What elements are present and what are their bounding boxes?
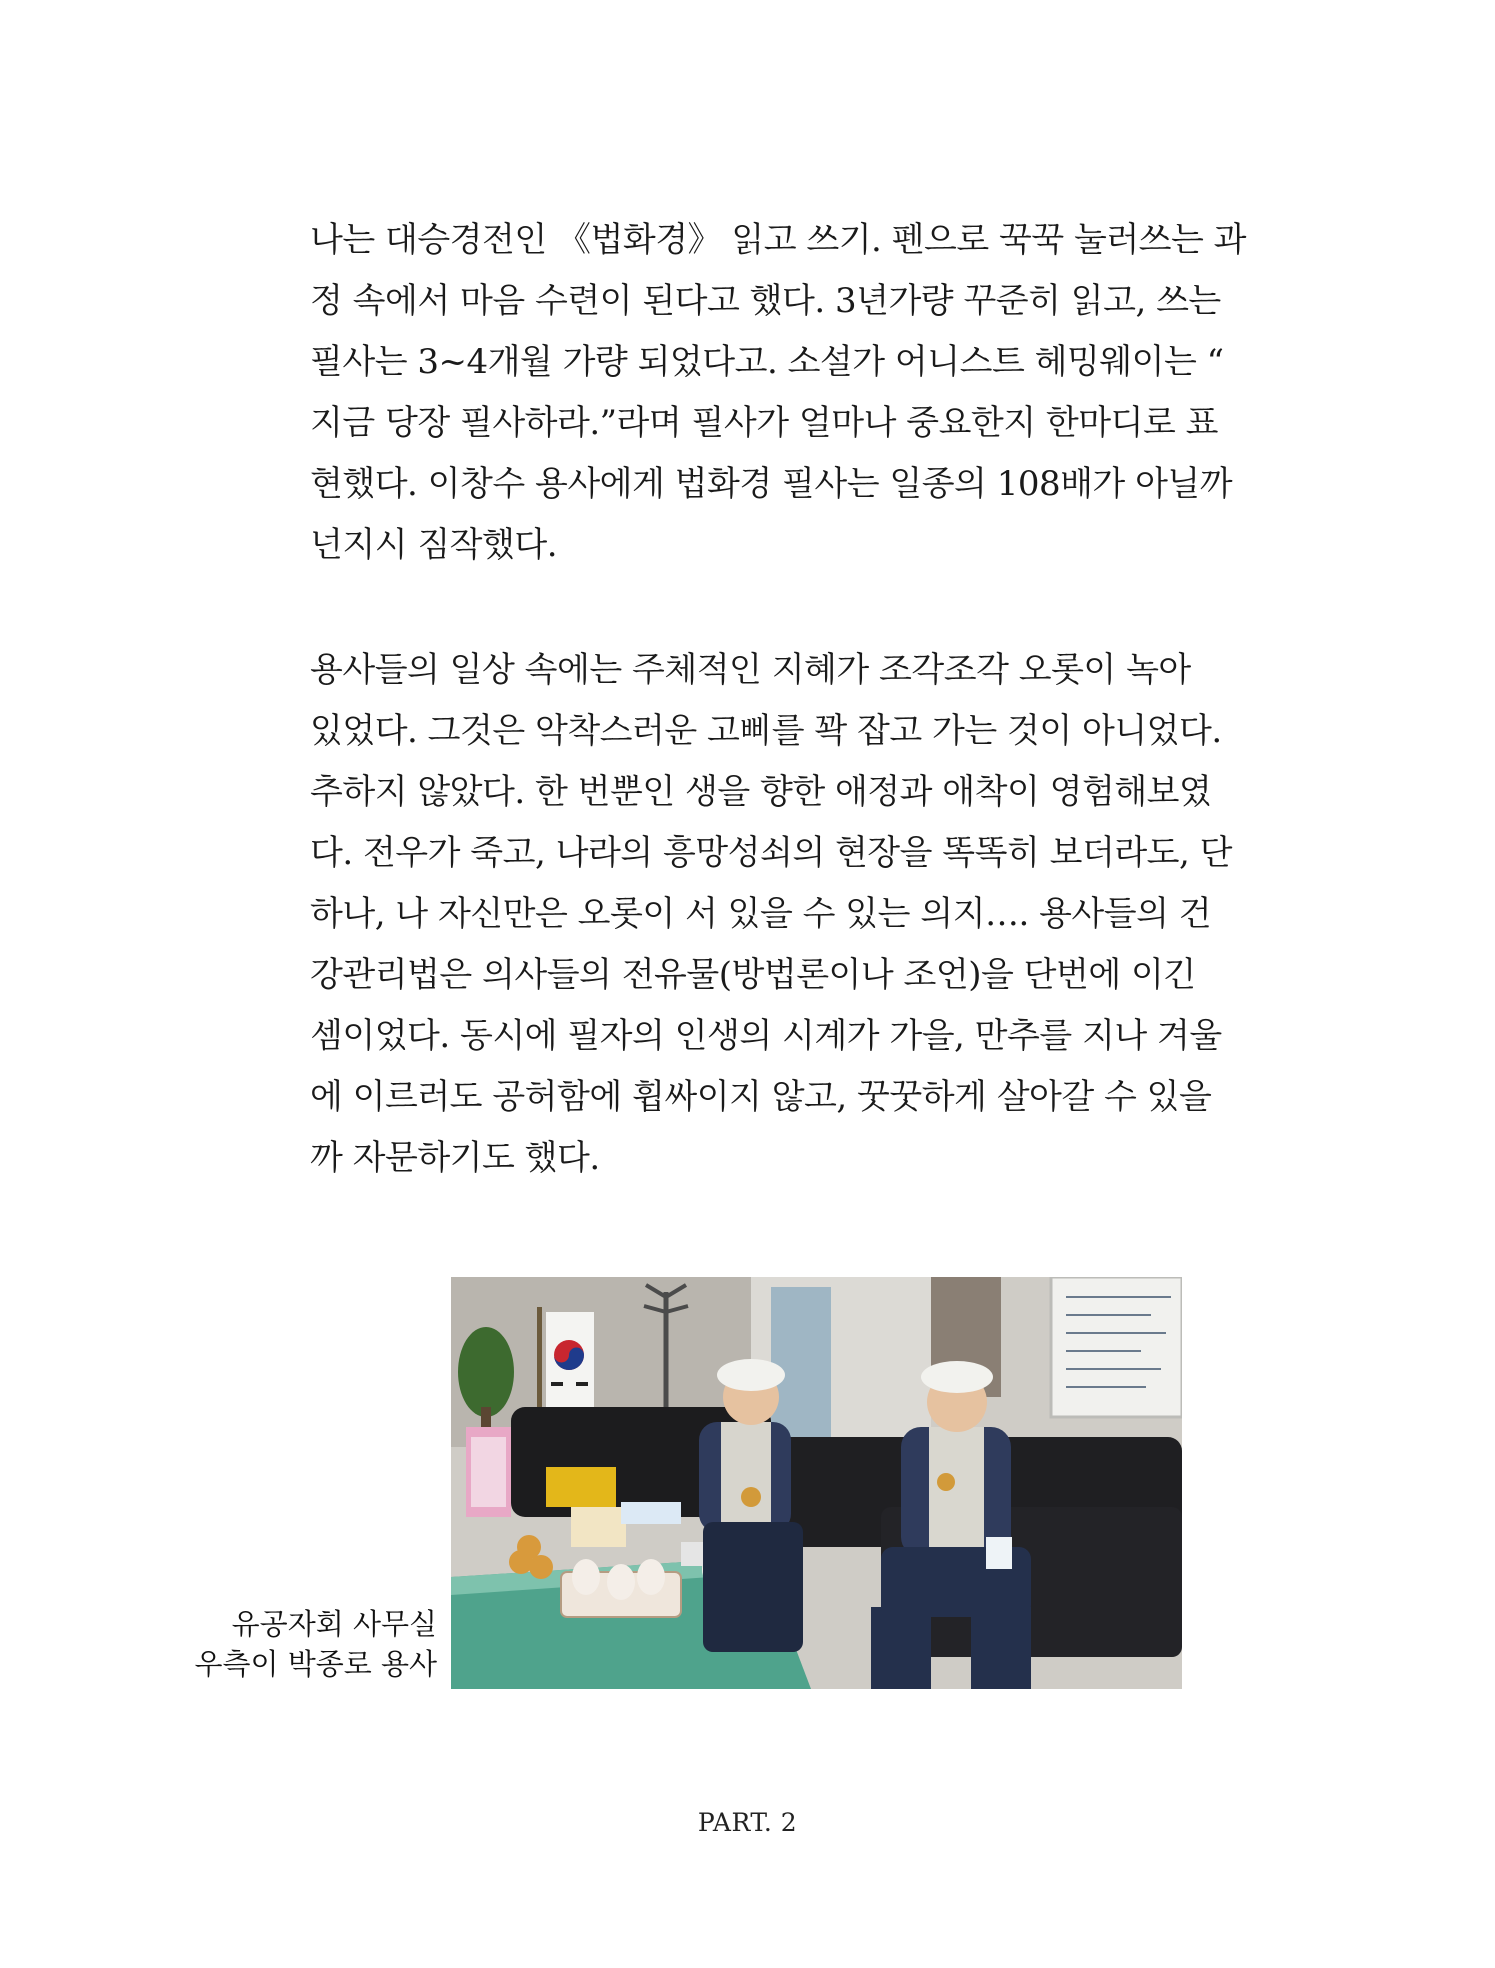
office-photo (451, 1277, 1182, 1689)
caption-line-2: 우측이 박종로 용사 (194, 1647, 437, 1681)
photo-caption (194, 1604, 437, 1684)
paragraph-line: 필사는 3~4개월 가량 되었다고. 소설가 어니스트 헤밍웨이는 “ (310, 342, 1224, 382)
paragraph-line: 넌지시 짐작했다. (310, 525, 558, 565)
paragraph-line: 까 자문하기도 했다. (310, 1138, 600, 1178)
paragraph-line: 에 이르러도 공허함에 휩싸이지 않고, 꿋꿋하게 살아갈 수 있을 (310, 1077, 1212, 1117)
paragraph-line: 추하지 않았다. 한 번뿐인 생을 향한 애정과 애착이 영험해보였 (310, 772, 1212, 812)
paragraph-line: 다. 전우가 죽고, 나라의 흥망성쇠의 현장을 똑똑히 보더라도, 단 (310, 833, 1232, 873)
paragraph-line: 정 속에서 마음 수련이 된다고 했다. 3년가량 꾸준히 읽고, 쓰는 (310, 281, 1221, 321)
paragraph-line: 강관리법은 의사들의 전유물(방법론이나 조언)을 단번에 이긴 (310, 955, 1196, 995)
paragraph-line: 셈이었다. 동시에 필자의 인생의 시계가 가을, 만추를 지나 겨울 (310, 1016, 1222, 1056)
paragraph-line: 용사들의 일상 속에는 주체적인 지혜가 조각조각 오롯이 녹아 (310, 650, 1191, 690)
paragraph-2 (310, 640, 1232, 1189)
paragraph-line: 현했다. 이창수 용사에게 법화경 필사는 일종의 108배가 아닐까 (310, 464, 1233, 504)
paragraph-line: 나는 대승경전인 《법화경》 읽고 쓰기. 펜으로 꾹꾹 눌러쓰는 과 (310, 220, 1247, 260)
paragraph-line: 하나, 나 자신만은 오롯이 서 있을 수 있는 의지…. 용사들의 건 (310, 894, 1212, 934)
page-footer: PART. 2 (697, 1808, 798, 1837)
paragraph-1 (310, 210, 1247, 576)
paragraph-line: 있었다. 그것은 악착스러운 고삐를 꽉 잡고 가는 것이 아니었다. (310, 711, 1222, 751)
paragraph-line: 지금 당장 필사하라.”라며 필사가 얼마나 중요한지 한마디로 표 (310, 403, 1218, 443)
caption-line-1: 유공자회 사무실 (231, 1607, 437, 1641)
office-photo-illustration (451, 1277, 1182, 1689)
